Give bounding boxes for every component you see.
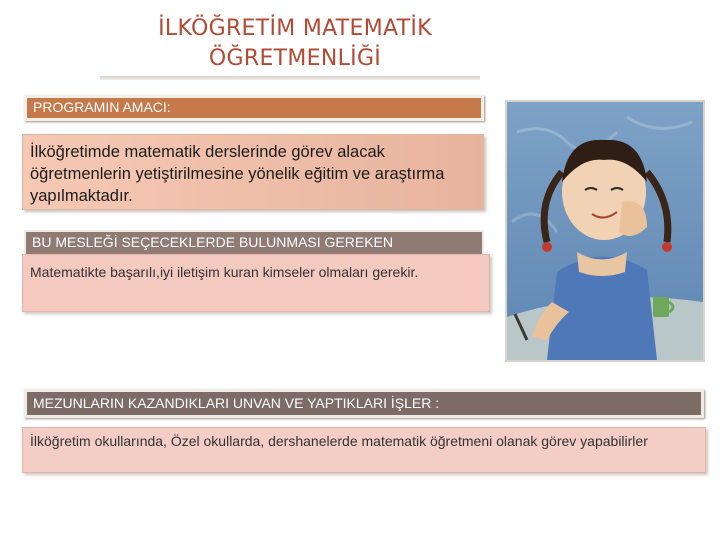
girl-thinking-painting-icon bbox=[505, 100, 705, 362]
title-line-1: İLKÖĞRETİM MATEMATİK bbox=[158, 16, 432, 41]
graduates-text: İlköğretim okullarında, Özel okullarda, dershanelerde matematik öğretmeni olanak görev yapabilirler bbox=[22, 427, 706, 473]
aim-heading: PROGRAMIN AMACI: bbox=[24, 95, 484, 121]
graduates-heading: MEZUNLARIN KAZANDIKLARI UNVAN VE YAPTIKLARI İŞLER : bbox=[24, 389, 704, 418]
title-line-2: ÖĞRETMENLİĞİ bbox=[208, 46, 382, 71]
title-underline bbox=[100, 76, 480, 80]
qualities-heading: BU MESLEĞİ SEÇECEKLERDE BULUNMASI GEREKEN bbox=[24, 230, 484, 254]
qualities-text: Matematikte başarılı,iyi iletişim kuran kimseler olmaları gerekir. bbox=[22, 254, 490, 312]
page-title bbox=[100, 14, 490, 74]
aim-text: İlköğretimde matematik derslerinde görev alacak öğretmenlerin yetiştirilmesine yönelik eğitim ve araştırma yapılmaktadır. bbox=[22, 134, 484, 210]
